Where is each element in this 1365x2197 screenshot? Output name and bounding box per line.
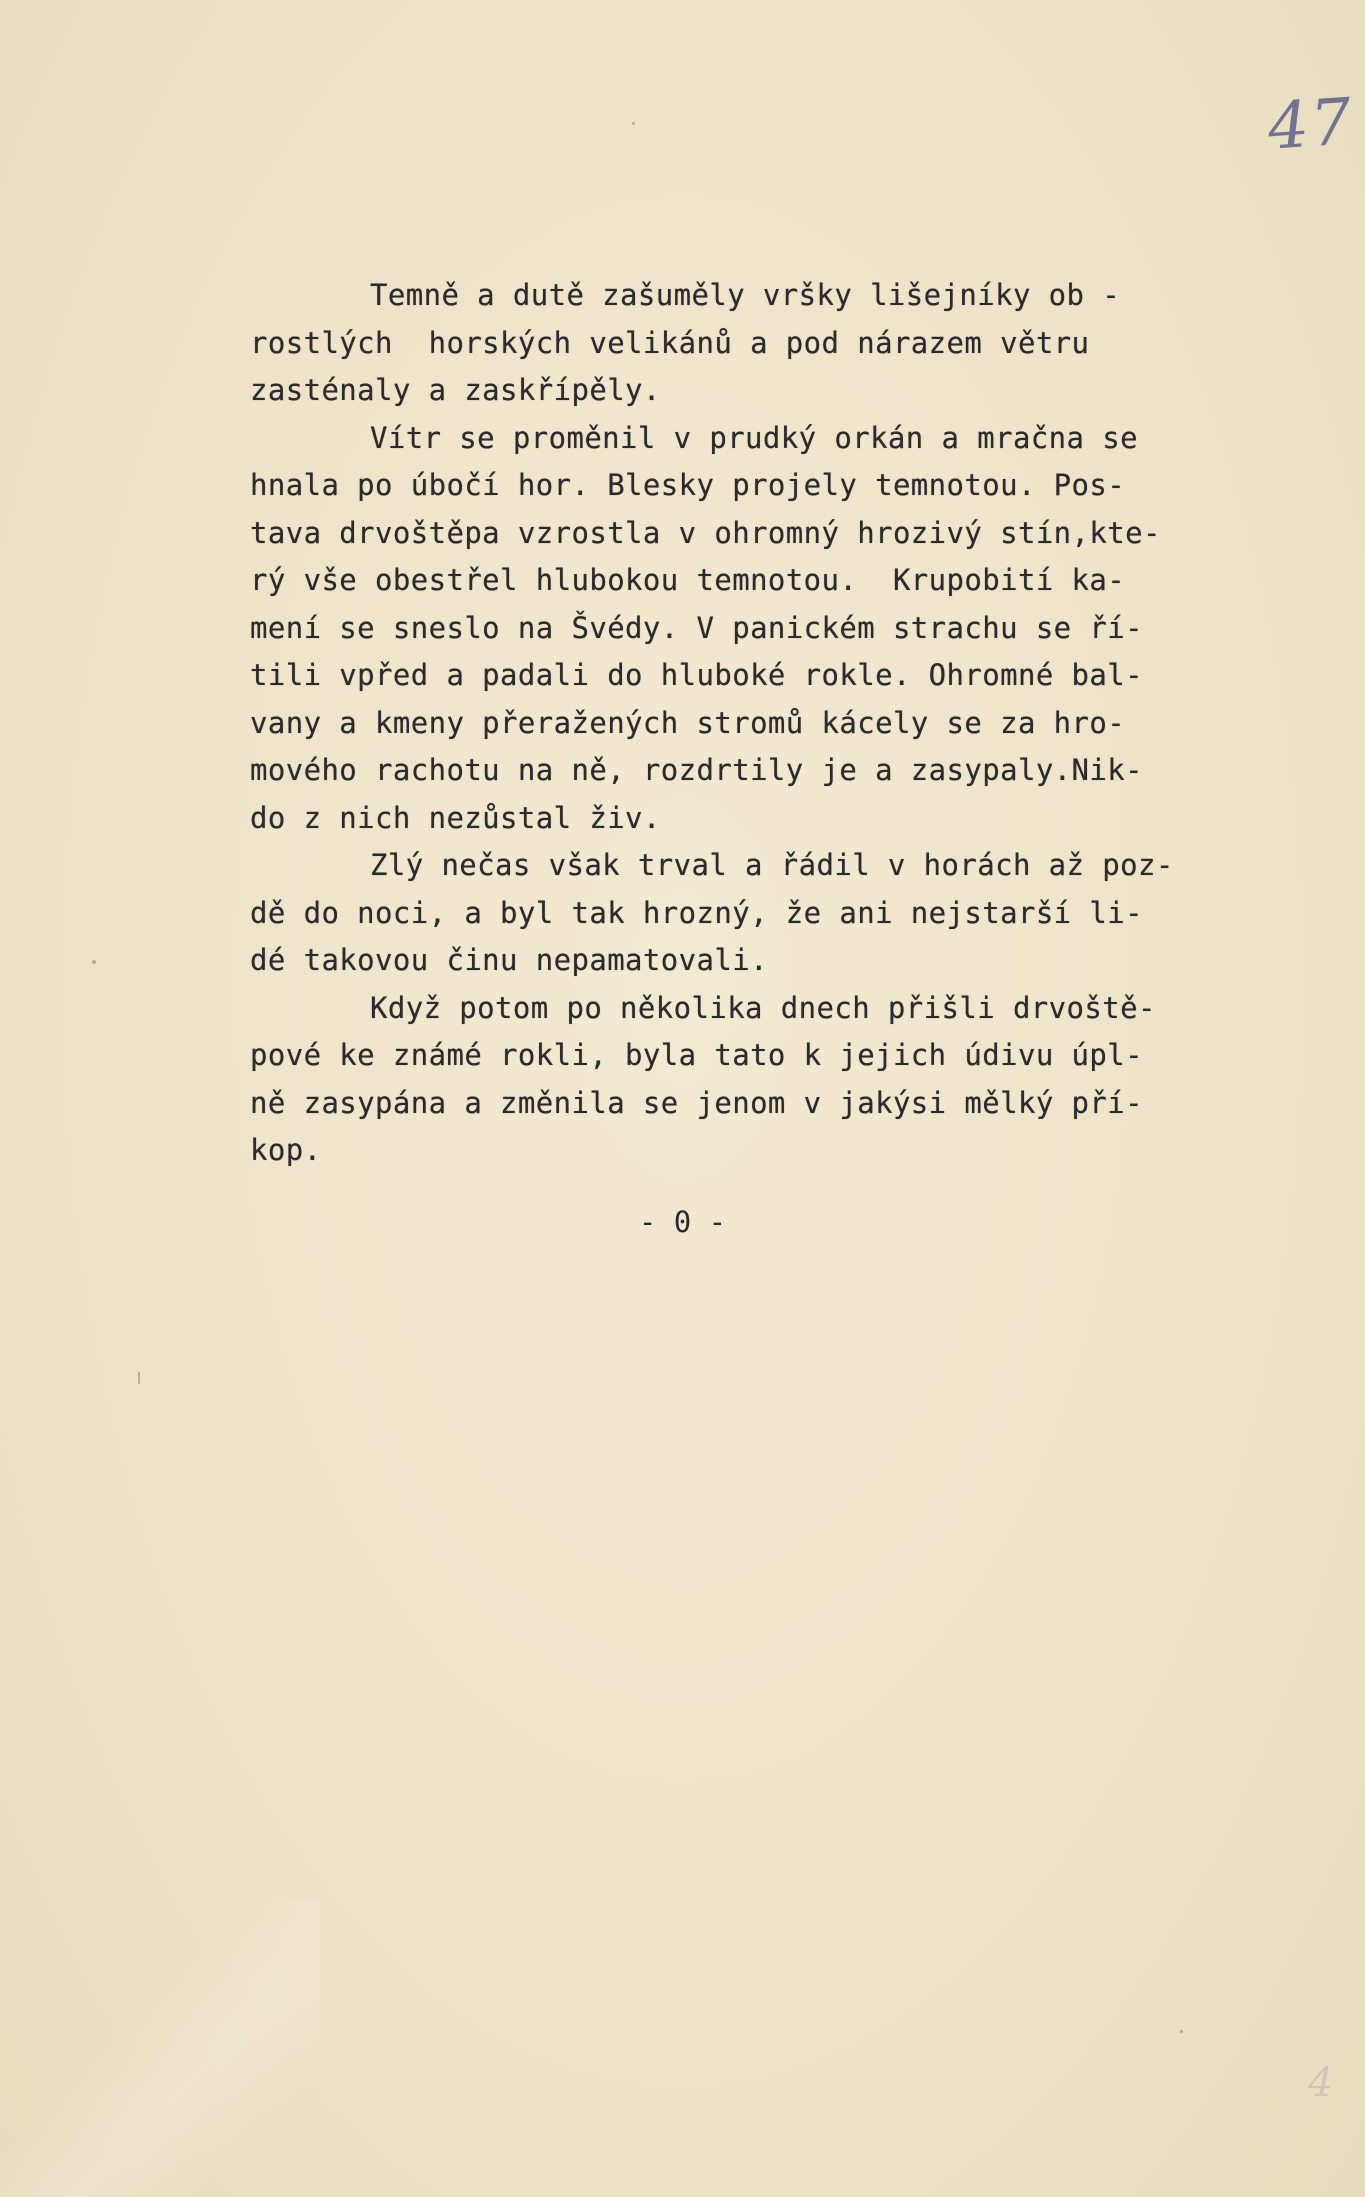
paragraph-4 — [250, 985, 1250, 1175]
text-line: mení se sneslo na Švédy. V panickém strachu se ří- — [250, 610, 1143, 645]
paper-speck — [92, 960, 96, 964]
text-line: hnala po úbočí hor. Blesky projely temnotou. Pos- — [250, 468, 1126, 502]
faint-page-mark: 4 — [1308, 2060, 1334, 2106]
paragraph-2 — [250, 415, 1250, 843]
paper-speck — [632, 122, 635, 125]
folio-number: 47 — [1265, 85, 1356, 165]
text-line: Vítr se proměnil v prudký orkán a mračna se — [370, 420, 1138, 455]
text-line: do z nich nezůstal živ. — [250, 800, 661, 835]
end-mark: - 0 - — [638, 1205, 727, 1239]
text-line: Temně a dutě zašuměly vršky lišejníky ob - — [370, 278, 1121, 312]
text-line: rostlých horských velikánů a pod nárazem větru — [250, 325, 1090, 360]
text-line: ně zasypána a změnila se jenom v jakýsi mělký pří- — [250, 1085, 1143, 1120]
paper-speck — [138, 1372, 140, 1384]
text-line: kop. — [250, 1133, 322, 1167]
text-line: tili vpřed a padali do hluboké rokle. Ohromné bal- — [250, 658, 1143, 692]
text-line: pové ke známé rokli, byla tato k jejich údivu úpl- — [250, 1038, 1143, 1072]
text-line: vany a kmeny přeražených stromů kácely se za hro- — [250, 705, 1126, 740]
text-line: mového rachotu na ně, rozdrtily je a zasypaly.Nik- — [250, 753, 1143, 787]
end-mark-row — [0, 1205, 1365, 1255]
typewritten-text — [250, 272, 1250, 1175]
text-line: Když potom po několika dnech přišli drvoště- — [370, 990, 1156, 1025]
text-line: zasténaly a zaskřípěly. — [250, 373, 661, 407]
paragraph-1 — [250, 272, 1250, 415]
text-line: dě do noci, a byl tak hrozný, že ani nejstarší li- — [250, 895, 1143, 930]
text-line: tava drvoštěpa vzrostla v ohromný hrozivý stín,kte- — [250, 515, 1161, 550]
text-line: dé takovou činu nepamatovali. — [250, 943, 768, 977]
text-line: rý vše obestřel hlubokou temnotou. Krupobití ka- — [250, 563, 1126, 597]
paper-speck — [1180, 2030, 1183, 2033]
paper-crease — [0, 1900, 320, 2197]
paragraph-3 — [250, 842, 1250, 985]
text-line: Zlý nečas však trval a řádil v horách až poz- — [370, 848, 1174, 882]
